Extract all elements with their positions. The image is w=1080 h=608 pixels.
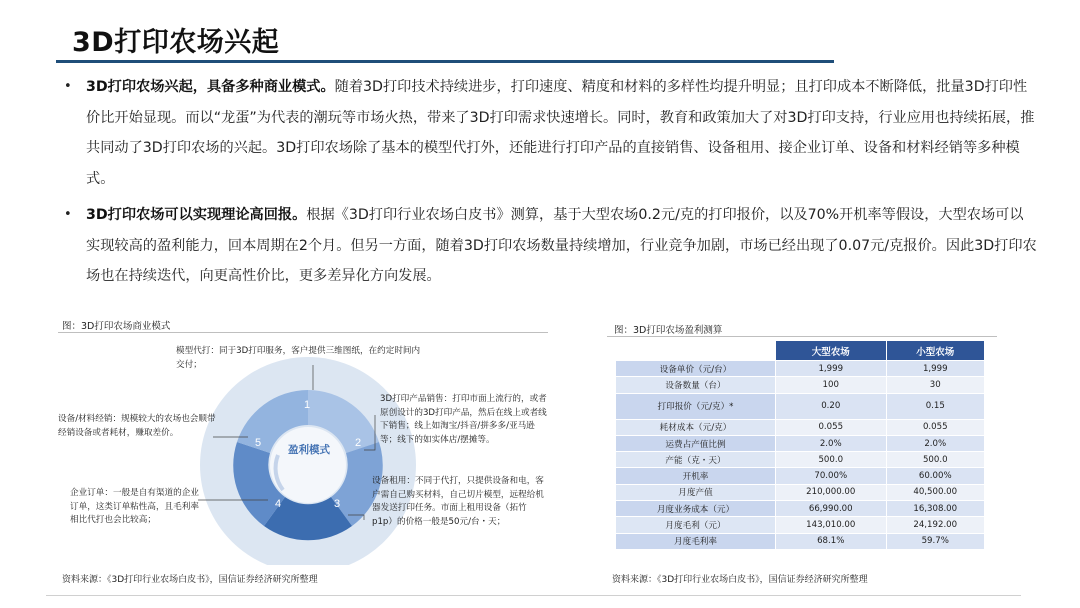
page-title: 3D打印农场兴起 — [72, 27, 280, 58]
figure-caption: 图：3D打印农场盈利测算 — [614, 325, 723, 336]
note-product-sales: 3D打印产品销售：打印市面上流行的，或者原创设计的3D打印产品，然后在线上或者线下销售；线上如淘宝/抖音/拼多多/亚马逊等；线下的如实体店/摆摊等。 — [380, 394, 547, 445]
row-label: 产能（克・天） — [616, 452, 776, 468]
cell-small: 40,500.00 — [886, 484, 984, 500]
note-model-printing: 模型代打：同于3D打印服务，客户提供三维图纸，在约定时间内交付； — [176, 346, 421, 370]
cell-small: 59.7% — [886, 533, 984, 549]
left-figure-source: 资料来源：《3D打印行业农场白皮书》，国信证券经济研究所整理 — [62, 575, 318, 585]
table-row — [616, 393, 985, 419]
note-equipment-rental: 设备租用：不同于代打，只提供设备和电，客户需自己购买材料，自己切片模型，远程给机器发送打印任务。市面上租用设备（拓竹p1p）的价格一般是50元/台・天； — [372, 476, 544, 527]
caption-divider — [607, 336, 997, 337]
cell-small: 0.055 — [886, 419, 984, 435]
cell-large: 66,990.00 — [776, 501, 887, 517]
bullet-item — [62, 72, 1037, 194]
cell-large: 500.0 — [776, 452, 887, 468]
profit-table — [615, 340, 985, 550]
cell-large: 143,010.00 — [776, 517, 887, 533]
figure-caption: 图：3D打印农场商业模式 — [62, 321, 171, 332]
note-enterprise-orders: 企业订单：一般是自有渠道的企业订单，这类订单粘性高，且毛利率相比代打也会比较高； — [70, 488, 199, 525]
bullet-dot-icon: • — [64, 207, 72, 222]
title-underline — [56, 60, 834, 63]
cell-small: 0.15 — [886, 393, 984, 419]
table-header-row — [616, 341, 985, 361]
table-header-small-farm: 小型农场 — [886, 341, 984, 361]
bullet-heading: 3D打印农场兴起，具备多种商业模式。 — [86, 79, 335, 95]
cell-large: 68.1% — [776, 533, 887, 549]
row-label: 设备单价（元/台） — [616, 361, 776, 377]
row-label: 月度毛利率 — [616, 533, 776, 549]
table-header-empty — [616, 341, 776, 361]
row-label: 运费占产值比例 — [616, 435, 776, 451]
table-row — [616, 377, 985, 393]
table-row — [616, 452, 985, 468]
cell-small: 24,192.00 — [886, 517, 984, 533]
table-row — [616, 435, 985, 451]
bullet-text: 根据《3D打印行业农场白皮书》测算，基于大型农场0.2元/克的打印报价，以及70%开机率等假设，大型农场可以实现较高的盈利能力，回本周期在2个月。但另一方面，随着3D打印农场数量持续增加，行业竞争加剧，市场已经出现了0.07元/克报价。因此3D打印农场也在持续迭代，向更高性价比，更多差异化方向发展。 — [86, 207, 1037, 284]
cell-small: 2.0% — [886, 435, 984, 451]
bullet-item — [62, 200, 1037, 292]
row-label: 月度业务成本（元） — [616, 501, 776, 517]
row-label: 月度产值 — [616, 484, 776, 500]
table-row — [616, 484, 985, 500]
segment-number-2: 2 — [354, 437, 362, 449]
cell-small: 60.00% — [886, 468, 984, 484]
row-label: 耗材成本（元/克） — [616, 419, 776, 435]
cell-large: 2.0% — [776, 435, 887, 451]
table-row — [616, 468, 985, 484]
diagram-center-label: 盈利模式 — [288, 444, 330, 456]
segment-number-4: 4 — [274, 498, 282, 510]
table-row — [616, 517, 985, 533]
table-header-large-farm: 大型农场 — [776, 341, 887, 361]
cell-large: 70.00% — [776, 468, 887, 484]
bullet-heading: 3D打印农场可以实现理论高回报。 — [86, 207, 307, 223]
cell-small: 30 — [886, 377, 984, 393]
business-model-figure — [58, 315, 550, 565]
note-equipment-distribution: 设备/材料经销：规模较大的农场也会顺带经销设备或者耗材，赚取差价。 — [58, 414, 216, 438]
cell-small: 1,999 — [886, 361, 984, 377]
segment-number-1: 1 — [303, 399, 311, 411]
bullet-dot-icon: • — [64, 79, 72, 94]
table-row — [616, 419, 985, 435]
cell-small: 500.0 — [886, 452, 984, 468]
segment-number-3: 3 — [333, 498, 341, 510]
table-row — [616, 501, 985, 517]
cell-large: 0.055 — [776, 419, 887, 435]
row-label: 月度毛利（元） — [616, 517, 776, 533]
cell-large: 210,000.00 — [776, 484, 887, 500]
cell-large: 1,999 — [776, 361, 887, 377]
table-row — [616, 533, 985, 549]
right-figure-source: 资料来源：《3D打印行业农场白皮书》，国信证券经济研究所整理 — [612, 575, 868, 585]
row-label: 打印报价（元/克）* — [616, 393, 776, 419]
bullet-text: 随着3D打印技术持续进步，打印速度、精度和材料的多样性均提升明显；且打印成本不断降低，批量3D打印性价比开始显现。而以“龙蛋”为代表的潮玩等市场火热，带来了3D打印需求快速增长。同时，教育和政策加大了对3D打印支持，行业应用也持续拓展，推共同动了3D打印农场的兴起。3D打印农场除了基本的模型代打外，还能进行打印产品的直接销售、设备租用、接企业订单、设备和材料经销等多种模式。 — [86, 79, 1035, 187]
footer-divider — [46, 595, 1021, 596]
segment-number-5: 5 — [254, 437, 262, 449]
table-row — [616, 361, 985, 377]
cell-small: 16,308.00 — [886, 501, 984, 517]
cell-large: 100 — [776, 377, 887, 393]
ring-center — [270, 427, 346, 503]
bullet-list — [62, 72, 1037, 292]
cell-large: 0.20 — [776, 393, 887, 419]
row-label: 开机率 — [616, 468, 776, 484]
row-label: 设备数量（台） — [616, 377, 776, 393]
